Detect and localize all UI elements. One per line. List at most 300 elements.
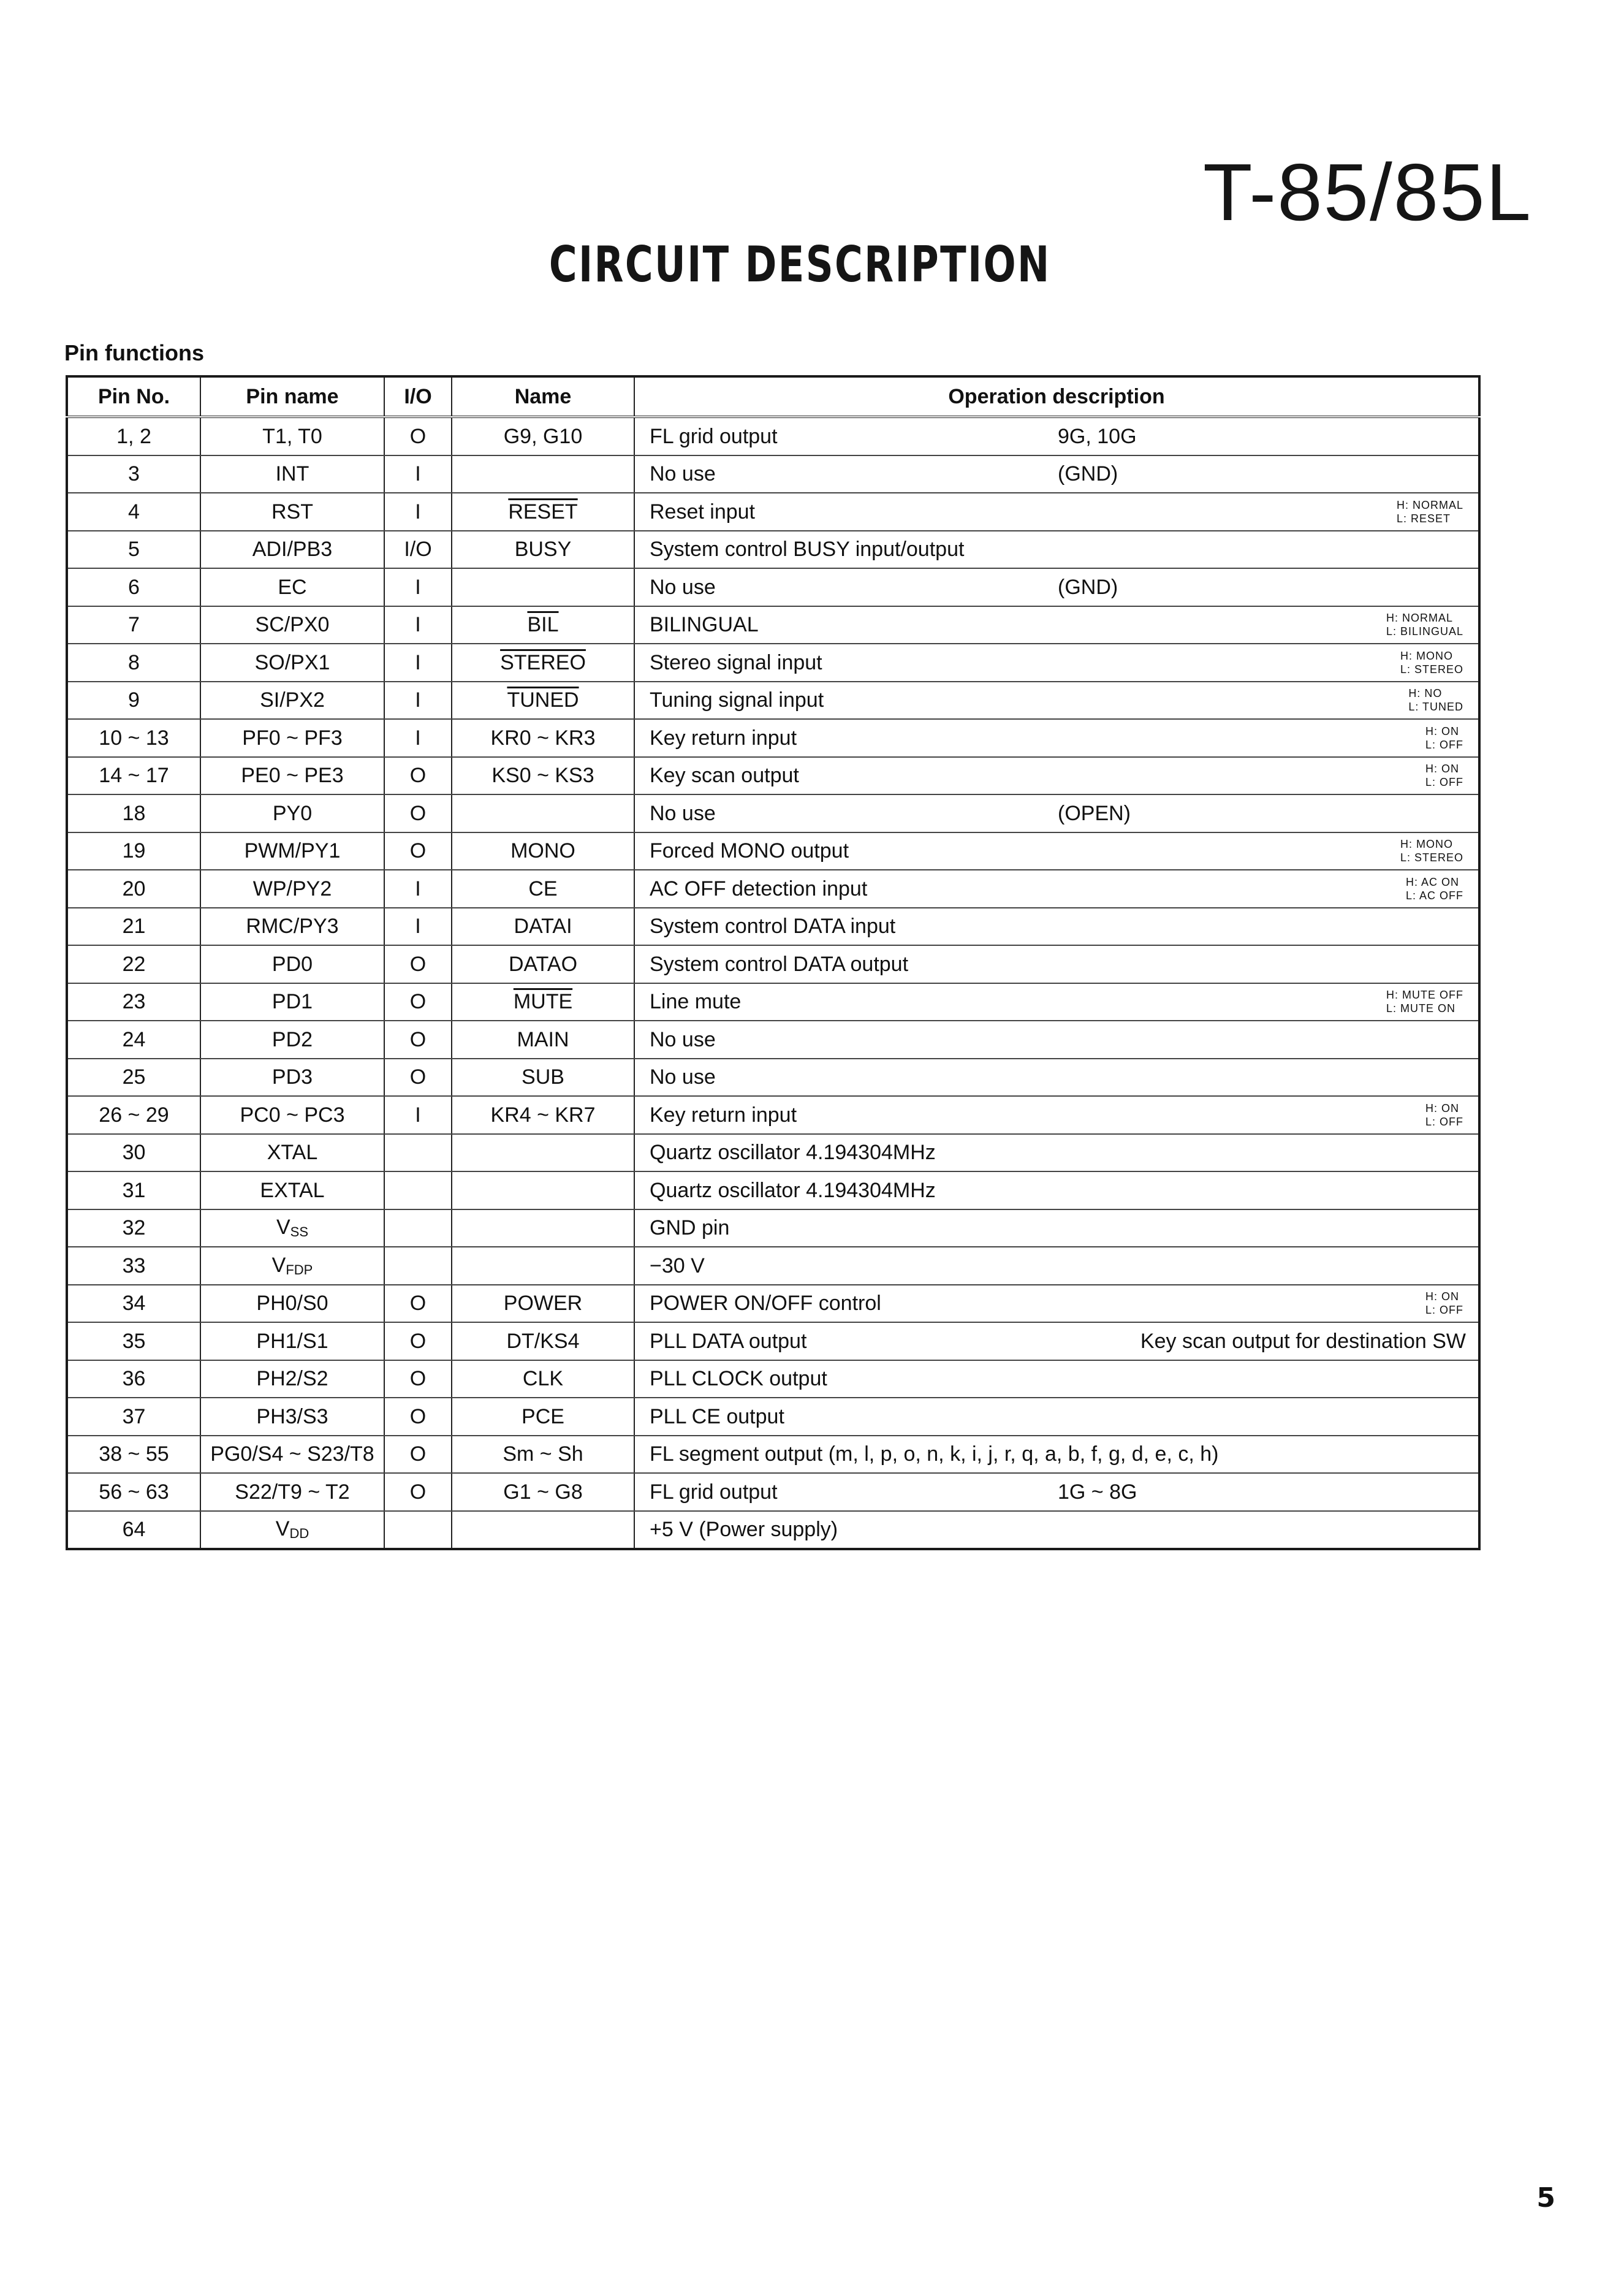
signal-name: TUNED bbox=[507, 688, 579, 712]
table-row bbox=[67, 1247, 1479, 1285]
description-text: Forced MONO output bbox=[650, 839, 849, 863]
io-cell: O bbox=[384, 983, 452, 1021]
pin-name: PG0/S4 ~ S23/T8 bbox=[210, 1442, 374, 1466]
pin-name: PH3/S3 bbox=[256, 1404, 328, 1428]
pin-name-cell bbox=[200, 455, 384, 493]
table-row bbox=[67, 1436, 1479, 1474]
operation-description-cell bbox=[634, 531, 1479, 569]
logic-low-note: L: AC OFF bbox=[1405, 889, 1463, 902]
signal-name: MONO bbox=[510, 839, 575, 863]
description-remark: Key scan output for destination SW bbox=[1140, 1329, 1466, 1353]
pin-name-cell bbox=[200, 757, 384, 795]
pin-number-cell: 31 bbox=[67, 1171, 200, 1209]
description-text: No use bbox=[650, 1027, 716, 1051]
description-text: Tuning signal input bbox=[650, 688, 824, 712]
logic-level-note bbox=[1425, 1102, 1463, 1129]
signal-name: KS0 ~ KS3 bbox=[491, 764, 594, 788]
signal-name-cell bbox=[452, 1247, 634, 1285]
logic-low-note: L: BILINGUAL bbox=[1386, 625, 1463, 638]
pin-number-cell: 37 bbox=[67, 1398, 200, 1436]
operation-description-cell bbox=[634, 945, 1479, 983]
pin-name: PE0 ~ PE3 bbox=[241, 764, 344, 788]
operation-description-cell bbox=[634, 1021, 1479, 1059]
pin-name: PH0/S0 bbox=[256, 1292, 328, 1315]
description-text: Line mute bbox=[650, 990, 742, 1014]
signal-name: POWER bbox=[503, 1292, 583, 1315]
logic-level-note bbox=[1397, 498, 1463, 525]
pin-name-cell bbox=[200, 531, 384, 569]
pin-name: WP/PY2 bbox=[252, 877, 332, 900]
operation-description-cell bbox=[634, 870, 1479, 908]
pin-name-cell bbox=[200, 1134, 384, 1172]
pin-number-cell: 30 bbox=[67, 1134, 200, 1172]
pin-name-cell bbox=[200, 606, 384, 644]
pin-name-cell bbox=[200, 682, 384, 720]
io-cell: I bbox=[384, 908, 452, 946]
pin-name-cell bbox=[200, 1285, 384, 1323]
io-cell: I bbox=[384, 870, 452, 908]
pin-name: SO/PX1 bbox=[254, 650, 330, 674]
pin-name-cell bbox=[200, 1021, 384, 1059]
description-text: PLL CE output bbox=[650, 1404, 784, 1428]
signal-name: G1 ~ G8 bbox=[503, 1480, 583, 1504]
pin-name-cell bbox=[200, 1171, 384, 1209]
signal-name-cell bbox=[452, 757, 634, 795]
table-row bbox=[67, 644, 1479, 682]
signal-name-cell bbox=[452, 531, 634, 569]
pin-name-subscript: DD bbox=[289, 1526, 309, 1542]
pin-name: PWM/PY1 bbox=[244, 839, 341, 863]
io-cell: O bbox=[384, 1436, 452, 1474]
pin-name: PH1/S1 bbox=[256, 1329, 328, 1353]
pin-number-cell: 18 bbox=[67, 794, 200, 832]
page-heading: CIRCUIT DESCRIPTION bbox=[548, 236, 1051, 293]
logic-low-note: L: OFF bbox=[1425, 1304, 1463, 1317]
pin-name-cell bbox=[200, 908, 384, 946]
operation-description-cell bbox=[634, 719, 1479, 757]
logic-level-note bbox=[1400, 649, 1463, 676]
signal-name-cell bbox=[452, 1134, 634, 1172]
io-cell: I bbox=[384, 682, 452, 720]
description-text: No use bbox=[650, 1065, 716, 1089]
pin-number-cell: 3 bbox=[67, 455, 200, 493]
pin-number-cell: 22 bbox=[67, 945, 200, 983]
column-header-io: I/O bbox=[384, 376, 452, 417]
pin-name: RST bbox=[271, 500, 313, 524]
description-value: (GND) bbox=[1058, 462, 1118, 486]
description-value: (GND) bbox=[1058, 575, 1118, 599]
pin-number-cell: 64 bbox=[67, 1511, 200, 1550]
description-text: System control BUSY input/output bbox=[650, 538, 965, 562]
pin-number-cell: 20 bbox=[67, 870, 200, 908]
signal-name-cell bbox=[452, 870, 634, 908]
operation-description-cell bbox=[634, 1473, 1479, 1511]
pin-name: SI/PX2 bbox=[260, 688, 325, 712]
section-title: Pin functions bbox=[64, 340, 204, 365]
pin-number-cell: 5 bbox=[67, 531, 200, 569]
table-row bbox=[67, 908, 1479, 946]
signal-name-cell bbox=[452, 1059, 634, 1097]
description-text: Quartz oscillator 4.194304MHz bbox=[650, 1141, 936, 1165]
pin-name: PD3 bbox=[271, 1065, 313, 1089]
pin-number-cell: 35 bbox=[67, 1322, 200, 1360]
signal-name-cell bbox=[452, 1322, 634, 1360]
io-cell: O bbox=[384, 1473, 452, 1511]
io-cell: I bbox=[384, 493, 452, 531]
column-header-name: Name bbox=[452, 376, 634, 417]
pin-number-cell: 56 ~ 63 bbox=[67, 1473, 200, 1511]
signal-name: BUSY bbox=[514, 538, 572, 562]
signal-name-cell bbox=[452, 983, 634, 1021]
io-cell: I bbox=[384, 455, 452, 493]
pin-name: PY0 bbox=[272, 801, 313, 825]
table-row bbox=[67, 606, 1479, 644]
table-row bbox=[67, 794, 1479, 832]
description-text: No use bbox=[650, 462, 716, 486]
operation-description-cell bbox=[634, 1096, 1479, 1134]
pin-number-cell: 33 bbox=[67, 1247, 200, 1285]
description-text: PLL DATA output bbox=[650, 1329, 807, 1353]
signal-name-cell bbox=[452, 455, 634, 493]
signal-name-cell bbox=[452, 1398, 634, 1436]
io-cell: I bbox=[384, 719, 452, 757]
logic-high-note: H: MONO bbox=[1400, 649, 1453, 662]
pin-name-cell bbox=[200, 1473, 384, 1511]
pin-name-cell bbox=[200, 719, 384, 757]
signal-name: RESET bbox=[508, 500, 578, 524]
logic-level-note bbox=[1406, 875, 1463, 902]
signal-name-cell bbox=[452, 568, 634, 606]
pin-functions-table bbox=[66, 375, 1481, 1550]
pin-number-cell: 4 bbox=[67, 493, 200, 531]
signal-name-cell bbox=[452, 1436, 634, 1474]
io-cell: I bbox=[384, 568, 452, 606]
table-row bbox=[67, 870, 1479, 908]
pin-name-cell bbox=[200, 832, 384, 870]
table-row bbox=[67, 1171, 1479, 1209]
signal-name-cell bbox=[452, 682, 634, 720]
table-row bbox=[67, 1511, 1479, 1550]
pin-number-cell: 19 bbox=[67, 832, 200, 870]
pin-number-cell: 14 ~ 17 bbox=[67, 757, 200, 795]
pin-name-subscript: SS bbox=[290, 1224, 309, 1240]
signal-name: STEREO bbox=[500, 650, 586, 674]
operation-description-cell bbox=[634, 1511, 1479, 1550]
pin-number-cell: 26 ~ 29 bbox=[67, 1096, 200, 1134]
pin-number-cell: 21 bbox=[67, 908, 200, 946]
description-text: +5 V (Power supply) bbox=[650, 1518, 838, 1542]
description-text: Key return input bbox=[650, 1103, 797, 1127]
operation-description-cell bbox=[634, 794, 1479, 832]
io-cell bbox=[384, 1511, 452, 1550]
pin-name: PD0 bbox=[271, 952, 313, 976]
pin-number-cell: 24 bbox=[67, 1021, 200, 1059]
description-text: Quartz oscillator 4.194304MHz bbox=[650, 1178, 936, 1202]
logic-high-note: H: MUTE OFF bbox=[1386, 989, 1463, 1002]
signal-name: DT/KS4 bbox=[506, 1329, 580, 1353]
table-row bbox=[67, 1285, 1479, 1323]
signal-name-cell bbox=[452, 1285, 634, 1323]
description-text: PLL CLOCK output bbox=[650, 1367, 827, 1391]
table-row bbox=[67, 1360, 1479, 1398]
table-row bbox=[67, 1398, 1479, 1436]
io-cell: O bbox=[384, 417, 452, 455]
logic-level-note bbox=[1386, 611, 1463, 638]
logic-low-note: L: OFF bbox=[1425, 776, 1463, 789]
description-text: GND pin bbox=[650, 1216, 730, 1240]
io-cell: O bbox=[384, 757, 452, 795]
pin-name: PC0 ~ PC3 bbox=[240, 1103, 345, 1127]
signal-name-cell bbox=[452, 644, 634, 682]
description-text: No use bbox=[650, 801, 716, 825]
logic-level-note bbox=[1425, 725, 1463, 752]
logic-level-note bbox=[1408, 687, 1463, 714]
description-value: 9G, 10G bbox=[1058, 424, 1137, 448]
logic-low-note: L: OFF bbox=[1425, 738, 1463, 751]
io-cell: O bbox=[384, 794, 452, 832]
pin-name: PF0 ~ PF3 bbox=[242, 726, 343, 750]
pin-name-cell bbox=[200, 1247, 384, 1285]
logic-high-note: H: MONO bbox=[1400, 838, 1453, 851]
table-row bbox=[67, 1473, 1479, 1511]
description-text: FL grid output bbox=[650, 1480, 778, 1504]
operation-description-cell bbox=[634, 1059, 1479, 1097]
logic-high-note: H: NORMAL bbox=[1396, 498, 1463, 511]
table-row bbox=[67, 1209, 1479, 1247]
io-cell bbox=[384, 1171, 452, 1209]
logic-low-note: L: STEREO bbox=[1400, 851, 1463, 864]
operation-description-cell bbox=[634, 1398, 1479, 1436]
io-cell: O bbox=[384, 1059, 452, 1097]
signal-name-cell bbox=[452, 1171, 634, 1209]
operation-description-cell bbox=[634, 1134, 1479, 1172]
operation-description-cell bbox=[634, 1360, 1479, 1398]
table-row bbox=[67, 832, 1479, 870]
pin-name: S22/T9 ~ T2 bbox=[235, 1480, 350, 1504]
pin-name-cell bbox=[200, 568, 384, 606]
signal-name: SUB bbox=[522, 1065, 564, 1089]
signal-name-cell bbox=[452, 794, 634, 832]
io-cell: O bbox=[384, 1322, 452, 1360]
description-text: System control DATA input bbox=[650, 915, 896, 939]
io-cell: I/O bbox=[384, 531, 452, 569]
description-text: FL segment output (m, l, p, o, n, k, i, j, r, q, a, b, f, g, d, e, c, h) bbox=[650, 1442, 1219, 1466]
table-row bbox=[67, 1059, 1479, 1097]
pin-name: RMC/PY3 bbox=[246, 915, 339, 939]
pin-number-cell: 10 ~ 13 bbox=[67, 719, 200, 757]
logic-high-note: H: ON bbox=[1425, 763, 1459, 775]
pin-name-cell bbox=[200, 983, 384, 1021]
pin-name-cell bbox=[200, 1209, 384, 1247]
logic-high-note: H: ON bbox=[1425, 1102, 1459, 1114]
operation-description-cell bbox=[634, 1322, 1479, 1360]
signal-name-cell bbox=[452, 908, 634, 946]
logic-low-note: L: TUNED bbox=[1408, 701, 1463, 714]
pin-name: EC bbox=[278, 575, 307, 599]
pin-number-cell: 7 bbox=[67, 606, 200, 644]
pin-name-cell bbox=[200, 417, 384, 455]
description-text: No use bbox=[650, 575, 716, 599]
pin-number-cell: 8 bbox=[67, 644, 200, 682]
table-header-row bbox=[67, 376, 1479, 417]
io-cell: O bbox=[384, 1021, 452, 1059]
pin-number-cell: 34 bbox=[67, 1285, 200, 1323]
signal-name-cell bbox=[452, 606, 634, 644]
description-text: POWER ON/OFF control bbox=[650, 1292, 881, 1315]
signal-name: DATAO bbox=[508, 952, 578, 976]
signal-name: KR0 ~ KR3 bbox=[490, 726, 596, 750]
table-row bbox=[67, 1096, 1479, 1134]
signal-name: KR4 ~ KR7 bbox=[490, 1103, 596, 1127]
pin-name-cell bbox=[200, 1436, 384, 1474]
logic-low-note: L: MUTE ON bbox=[1386, 1002, 1456, 1015]
pin-number-cell: 9 bbox=[67, 682, 200, 720]
operation-description-cell bbox=[634, 455, 1479, 493]
pin-name-cell bbox=[200, 1511, 384, 1550]
description-text: Stereo signal input bbox=[650, 650, 822, 674]
table-row bbox=[67, 531, 1479, 569]
pin-name: PD2 bbox=[271, 1027, 313, 1051]
signal-name: Sm ~ Sh bbox=[503, 1442, 583, 1466]
signal-name: MUTE bbox=[513, 990, 573, 1014]
description-text: FL grid output bbox=[650, 424, 778, 448]
signal-name: MAIN bbox=[517, 1027, 569, 1051]
column-header-operation-description: Operation description bbox=[634, 376, 1479, 417]
signal-name-cell bbox=[452, 719, 634, 757]
table-row bbox=[67, 719, 1479, 757]
logic-level-note bbox=[1386, 988, 1463, 1015]
pin-name-cell bbox=[200, 1398, 384, 1436]
io-cell: O bbox=[384, 1285, 452, 1323]
signal-name: G9, G10 bbox=[503, 424, 583, 448]
table-row bbox=[67, 493, 1479, 531]
operation-description-cell bbox=[634, 493, 1479, 531]
pin-name: V bbox=[271, 1253, 286, 1277]
logic-low-note: L: STEREO bbox=[1400, 663, 1463, 676]
operation-description-cell bbox=[634, 832, 1479, 870]
io-cell bbox=[384, 1134, 452, 1172]
logic-level-note bbox=[1425, 1290, 1463, 1317]
pin-name: EXTAL bbox=[260, 1178, 325, 1202]
signal-name-cell bbox=[452, 945, 634, 983]
operation-description-cell bbox=[634, 1171, 1479, 1209]
logic-high-note: H: NORMAL bbox=[1386, 612, 1453, 625]
table-row bbox=[67, 945, 1479, 983]
signal-name-cell bbox=[452, 493, 634, 531]
signal-name-cell bbox=[452, 1360, 634, 1398]
table-row bbox=[67, 682, 1479, 720]
pin-name-cell bbox=[200, 945, 384, 983]
column-header-pin-no: Pin No. bbox=[67, 376, 200, 417]
table-row bbox=[67, 983, 1479, 1021]
pin-name: INT bbox=[275, 462, 309, 486]
operation-description-cell bbox=[634, 1285, 1479, 1323]
pin-name: T1, T0 bbox=[262, 424, 322, 448]
signal-name: PCE bbox=[522, 1404, 564, 1428]
description-text: System control DATA output bbox=[650, 952, 909, 976]
pin-number-cell: 36 bbox=[67, 1360, 200, 1398]
io-cell: O bbox=[384, 945, 452, 983]
column-header-pin-name: Pin name bbox=[200, 376, 384, 417]
operation-description-cell bbox=[634, 644, 1479, 682]
logic-low-note: L: RESET bbox=[1396, 512, 1451, 525]
logic-high-note: H: AC ON bbox=[1405, 875, 1459, 888]
pin-number-cell: 38 ~ 55 bbox=[67, 1436, 200, 1474]
io-cell bbox=[384, 1209, 452, 1247]
description-text: AC OFF detection input bbox=[650, 877, 868, 900]
signal-name-cell bbox=[452, 1096, 634, 1134]
table-row bbox=[67, 1021, 1479, 1059]
pin-name: PD1 bbox=[271, 990, 313, 1014]
model-number: T-85/85L bbox=[1202, 147, 1532, 237]
signal-name-cell bbox=[452, 1511, 634, 1550]
pin-name-cell bbox=[200, 1059, 384, 1097]
signal-name: DATAI bbox=[514, 915, 572, 939]
table-row bbox=[67, 568, 1479, 606]
pin-name: PH2/S2 bbox=[256, 1367, 328, 1391]
logic-high-note: H: ON bbox=[1425, 725, 1459, 737]
pin-number-cell: 6 bbox=[67, 568, 200, 606]
pin-name: ADI/PB3 bbox=[252, 538, 333, 562]
pin-number-cell: 25 bbox=[67, 1059, 200, 1097]
pin-name: V bbox=[275, 1517, 290, 1541]
signal-name-cell bbox=[452, 417, 634, 455]
logic-low-note: L: OFF bbox=[1425, 1115, 1463, 1128]
description-text: Key return input bbox=[650, 726, 797, 750]
io-cell: I bbox=[384, 644, 452, 682]
table-row bbox=[67, 1134, 1479, 1172]
operation-description-cell bbox=[634, 757, 1479, 795]
io-cell: O bbox=[384, 1360, 452, 1398]
signal-name-cell bbox=[452, 1209, 634, 1247]
logic-high-note: H: ON bbox=[1425, 1290, 1459, 1303]
operation-description-cell bbox=[634, 682, 1479, 720]
pin-name: XTAL bbox=[267, 1141, 318, 1165]
io-cell: O bbox=[384, 1398, 452, 1436]
pin-name-cell bbox=[200, 1096, 384, 1134]
pin-number-cell: 23 bbox=[67, 983, 200, 1021]
description-text: Reset input bbox=[650, 500, 755, 524]
pin-name-cell bbox=[200, 1322, 384, 1360]
pin-name-cell bbox=[200, 644, 384, 682]
description-value: 1G ~ 8G bbox=[1058, 1480, 1137, 1504]
io-cell bbox=[384, 1247, 452, 1285]
pin-name-subscript: FDP bbox=[286, 1262, 313, 1277]
logic-level-note bbox=[1425, 762, 1463, 789]
signal-name-cell bbox=[452, 832, 634, 870]
logic-high-note: H: NO bbox=[1408, 687, 1443, 700]
signal-name: CE bbox=[528, 877, 558, 900]
signal-name-cell bbox=[452, 1473, 634, 1511]
description-text: Key scan output bbox=[650, 764, 799, 788]
signal-name: $\overline{BIL}$ bbox=[527, 613, 559, 637]
page-number: 5 bbox=[1536, 2182, 1555, 2214]
operation-description-cell bbox=[634, 1436, 1479, 1474]
description-text: BILINGUAL bbox=[650, 613, 759, 637]
operation-description-cell bbox=[634, 1247, 1479, 1285]
description-text: −30 V bbox=[650, 1254, 705, 1277]
pin-name-cell bbox=[200, 1360, 384, 1398]
io-cell: I bbox=[384, 1096, 452, 1134]
io-cell: O bbox=[384, 832, 452, 870]
io-cell: I bbox=[384, 606, 452, 644]
operation-description-cell bbox=[634, 417, 1479, 455]
pin-number-cell: 32 bbox=[67, 1209, 200, 1247]
operation-description-cell bbox=[634, 606, 1479, 644]
pin-name-cell bbox=[200, 493, 384, 531]
table-row bbox=[67, 1322, 1479, 1360]
logic-level-note bbox=[1400, 837, 1463, 864]
